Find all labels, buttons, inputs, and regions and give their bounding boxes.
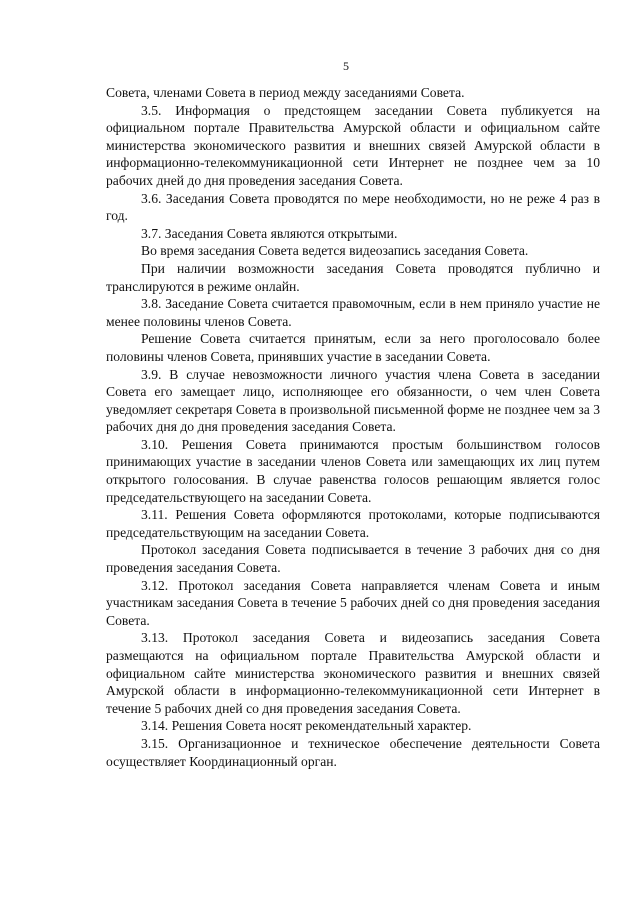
paragraph-3-11: 3.11. Решения Совета оформляются протоколами, которые подписываются председательствующим на заседании Совета.	[106, 507, 600, 540]
paragraph-3-15: 3.15. Организационное и техническое обеспечение деятельности Совета осуществляет Координационный орган.	[106, 735, 600, 769]
paragraph-3-14: 3.14. Решения Совета носят рекомендательный характер.	[141, 718, 472, 734]
paragraph-online-broadcast: При наличии возможности заседания Совета проводятся публично и транслируются в режиме онлайн.	[106, 260, 600, 294]
paragraph-3-13: 3.13. Протокол заседания Совета и видеозапись заседания Совета размещаются на официальном портале Правительства Амурской области и официальном сайте министерства экономического развития и внешних связей Амурской области в информационно-телекоммуникационной сети Интернет в течение 5 рабочих дней со дня проведения заседания Совета.	[106, 630, 600, 716]
paragraph-3-12: 3.12. Протокол заседания Совета направляется членам Совета и иным участникам заседания Совета в течение 5 рабочих дней со дня проведения заседания Совета.	[106, 577, 600, 628]
document-body	[106, 84, 600, 770]
paragraph-3-10: 3.10. Решения Совета принимаются простым большинством голосов принимающих участие в заседании членов Совета или замещающих их лиц путем открытого голосования. В случае равенства голосов решающим является голос председательствующего на заседании Совета.	[106, 436, 600, 505]
paragraph-3-7: 3.7. Заседания Совета являются открытыми.	[141, 225, 398, 241]
paragraph-3-6: 3.6. Заседания Совета проводятся по мере необходимости, но не реже 4 раз в год.	[106, 190, 600, 224]
paragraph-continuation: Совета, членами Совета в период между заседаниями Совета.	[106, 85, 465, 100]
paragraph-3-5: 3.5. Информация о предстоящем заседании Совета публикуется на официальном портале Правительства Амурской области и официальном сайте министерства экономического развития и внешних связей Амурской области в информационно-телекоммуникационной сети Интернет не позднее чем за 10 рабочих дней до дня проведения заседания Совета.	[106, 102, 600, 188]
paragraph-3-8: 3.8. Заседание Совета считается правомочным, если в нем приняло участие не менее половины членов Совета.	[106, 296, 600, 329]
page-number: 5	[343, 59, 349, 73]
paragraph-3-9: 3.9. В случае невозможности личного участия члена Совета в заседании Совета его замещает лицо, исполняющее его обязанности, о чем член Совета уведомляет секретаря Совета в произвольной письменной форме не позднее чем за 3 рабочих дня до дня проведения заседания Совета.	[106, 366, 600, 435]
paragraph-protocol-signing: Протокол заседания Совета подписывается в течение 3 рабочих дня со дня проведения заседания Совета.	[106, 542, 600, 576]
paragraph-video-recording: Во время заседания Совета ведется видеозапись заседания Совета.	[141, 243, 529, 259]
paragraph-decision-adopted: Решение Совета считается принятым, если за него проголосовало более половины членов Совета, принявших участие в заседании Совета.	[106, 331, 600, 364]
